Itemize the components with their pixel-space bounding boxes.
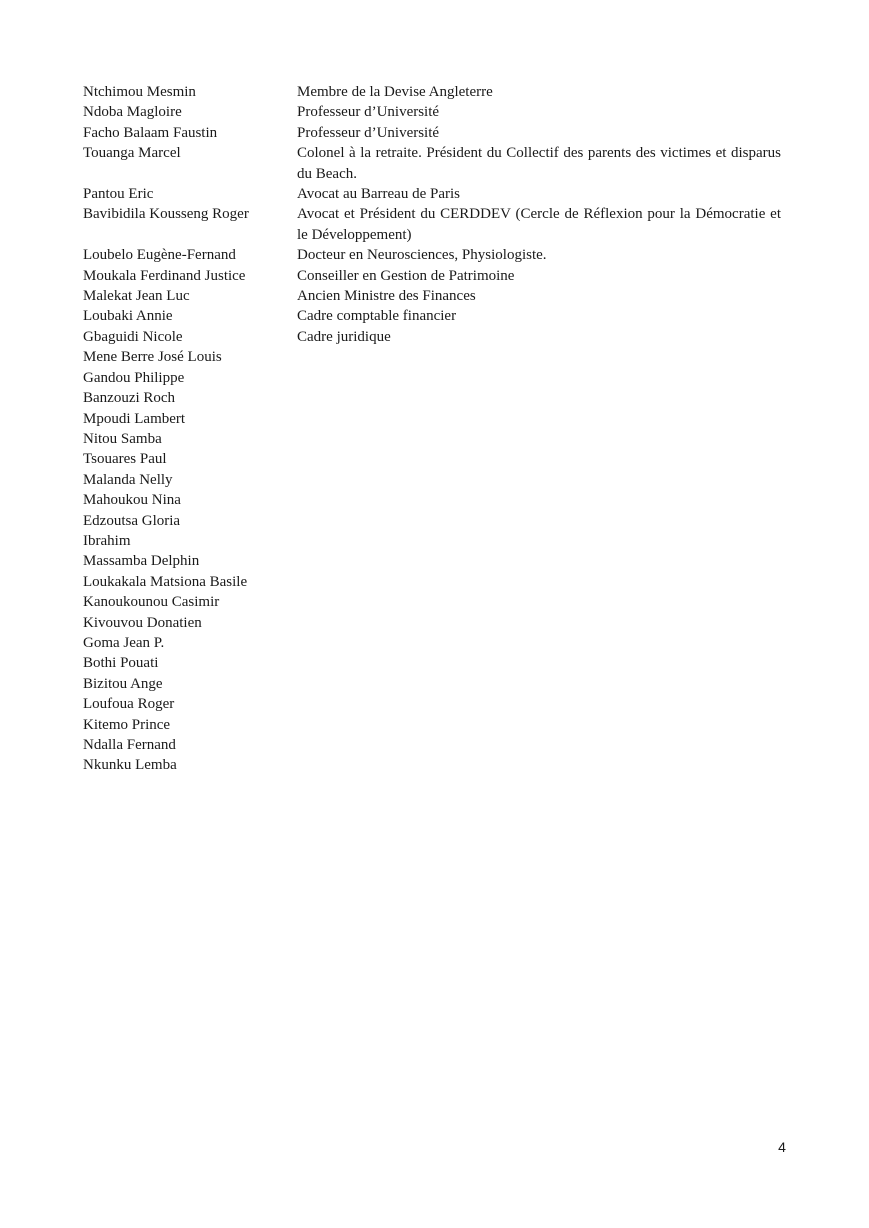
signatory-name: Ndalla Fernand	[83, 737, 176, 753]
signatory-row	[83, 306, 783, 326]
signatory-row	[83, 327, 783, 347]
signatory-row	[83, 82, 783, 102]
signatory-name: Kanoukounou Casimir	[83, 594, 220, 611]
signatory-row	[83, 755, 783, 775]
signatory-row	[83, 449, 783, 469]
signatory-role: Membre de la Devise Angleterre	[297, 84, 493, 100]
signatory-row	[83, 551, 783, 571]
signatory-role: Colonel à la retraite. Président du Collectif des parents des victimes et disparus du Beach.	[297, 145, 781, 182]
signatory-name: Kivouvou Donatien	[83, 614, 202, 631]
signatory-row	[83, 674, 783, 694]
signatory-row	[83, 694, 783, 714]
signatory-name: Moukala Ferdinand Justice	[83, 267, 246, 284]
signatory-row	[83, 143, 783, 184]
signatory-name: Loubaki Annie	[83, 308, 173, 325]
signatory-name: Nitou Samba	[83, 430, 162, 447]
signatory-name: Loukakala Matsiona Basile	[83, 573, 248, 590]
signatory-name: Facho Balaam Faustin	[83, 124, 218, 141]
signatory-row	[83, 347, 783, 367]
signatory-name: Gbaguidi Nicole	[83, 328, 183, 345]
signatory-row	[83, 613, 783, 633]
signatory-row	[83, 368, 783, 388]
signatory-role: Ancien Ministre des Finances	[297, 288, 476, 305]
signatory-row	[83, 286, 783, 306]
signatory-name: Goma Jean P.	[83, 634, 165, 651]
signatory-row	[83, 409, 783, 429]
signatory-row	[83, 245, 783, 265]
signatory-name: Bavibidila Kousseng Roger	[83, 206, 249, 223]
signatory-name: Ibrahim	[83, 532, 131, 549]
signatory-role: Docteur en Neurosciences, Physiologiste.	[297, 247, 547, 264]
signatory-name: Malekat Jean Luc	[83, 288, 190, 305]
signatory-name: Mahoukou Nina	[83, 492, 181, 509]
signatory-name: Kitemo Prince	[83, 716, 171, 733]
signatory-row	[83, 123, 783, 143]
signatory-row	[83, 184, 783, 204]
signatory-name: Loufoua Roger	[83, 696, 175, 713]
signatory-role: Conseiller en Gestion de Patrimoine	[297, 267, 515, 284]
signatory-row	[83, 653, 783, 673]
signatory-row	[83, 633, 783, 653]
page-number: 4	[778, 1139, 786, 1155]
signatory-name: Mene Berre José Louis	[83, 349, 222, 366]
signatory-name: Pantou Eric	[83, 186, 154, 203]
signatory-name: Ndoba Magloire	[83, 104, 182, 121]
signatory-name: Massamba Delphin	[83, 553, 200, 570]
signatory-row	[83, 266, 783, 286]
signatory-role: Cadre juridique	[297, 328, 391, 345]
signatory-row	[83, 470, 783, 490]
signatory-row	[83, 511, 783, 531]
signatory-name: Malanda Nelly	[83, 471, 173, 488]
signatory-name: Nkunku Lemba	[83, 757, 177, 774]
signatory-list	[83, 82, 783, 776]
signatory-name: Bizitou Ange	[83, 675, 163, 692]
signatory-name: Gandou Philippe	[83, 369, 185, 386]
signatory-role: Cadre comptable financier	[297, 308, 457, 325]
signatory-role: Avocat au Barreau de Paris	[297, 186, 460, 203]
signatory-name: Banzouzi Roch	[83, 390, 176, 407]
signatory-row	[83, 204, 783, 245]
signatory-role: Avocat et Président du CERDDEV (Cercle de Réflexion pour la Démocratie et le Développement)	[297, 206, 781, 243]
signatory-name: Touanga Marcel	[83, 145, 181, 162]
signatory-role: Professeur d’Université	[297, 104, 440, 121]
signatory-row	[83, 490, 783, 510]
signatory-name: Edzoutsa Gloria	[83, 512, 181, 529]
signatory-row	[83, 572, 783, 592]
signatory-role: Professeur d’Université	[297, 124, 440, 141]
signatory-name: Ntchimou Mesmin	[83, 84, 196, 100]
signatory-row	[83, 531, 783, 551]
signatory-name: Loubelo Eugène-Fernand	[83, 247, 236, 264]
signatory-row	[83, 388, 783, 408]
signatory-name: Bothi Pouati	[83, 655, 159, 672]
signatory-row	[83, 592, 783, 612]
signatory-row	[83, 429, 783, 449]
signatory-row	[83, 715, 783, 735]
signatory-name: Tsouares Paul	[83, 451, 167, 468]
signatory-row	[83, 735, 783, 755]
signatory-name: Mpoudi Lambert	[83, 410, 186, 427]
signatory-row	[83, 102, 783, 122]
